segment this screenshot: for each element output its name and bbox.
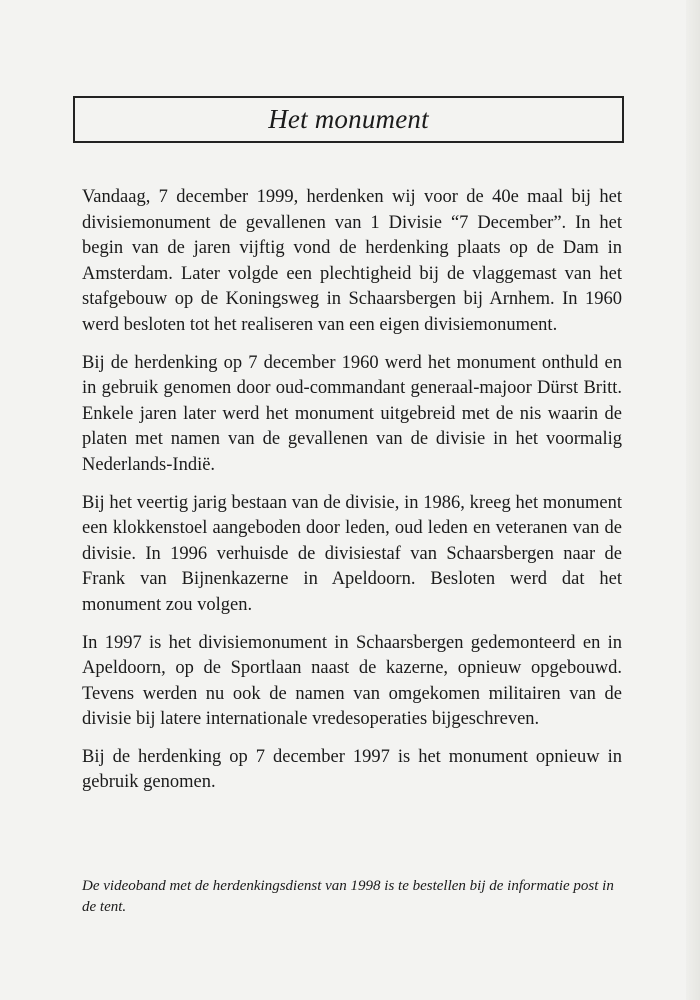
paragraph-5: Bij de herdenking op 7 december 1997 is het monument opnieuw in gebruik genomen. [82, 746, 622, 793]
body-text [82, 185, 622, 808]
page-edge [686, 0, 700, 1000]
paragraph-2: Bij de herdenking op 7 december 1960 werd het monument onthuld en in gebruik genomen door oud-commandant generaal-majoor Dürst Britt. Enkele jaren later werd het monument uitgebreid met de nis waarin de platen met namen van de gevallenen van de divisie in het voormalig Nederlands-Indië. [82, 352, 622, 475]
title-box [73, 96, 624, 143]
paragraph-1: Vandaag, 7 december 1999, herdenken wij voor de 40e maal bij het divisiemonument de gevallenen van 1 Divisie “7 December”. In het begin van de jaren vijftig vond de herdenking plaats op de Dam in Amsterdam. Later volgde een plechtigheid bij de vlaggemast van het stafgebouw op de Koningsweg in Schaarsbergen bij Arnhem. In 1960 werd besloten tot het realiseren van een eigen divisiemonument. [82, 187, 622, 335]
paragraph-4: In 1997 is het divisiemonument in Schaarsbergen gedemonteerd en in Apeldoorn, op de Sportlaan naast de kazerne, opnieuw opgebouwd. Tevens werden nu ook de namen van omgekomen militairen van de divisie bij latere internationale vredesoperaties bijgeschreven. [82, 632, 622, 730]
paragraph-3: Bij het veertig jarig bestaan van de divisie, in 1986, kreeg het monument een klokkenstoel aangeboden door leden, oud leden en veteranen van de divisie. In 1996 verhuisde de divisiestaf van Schaarsbergen naar de Frank van Bijnenkazerne in Apeldoorn. Besloten werd dat het monument zou volgen. [82, 492, 622, 615]
page-title: Het monument [268, 104, 429, 134]
footnote: De videoband met de herdenkingsdienst van 1998 is te bestellen bij de informatie post in de tent. [82, 878, 614, 915]
